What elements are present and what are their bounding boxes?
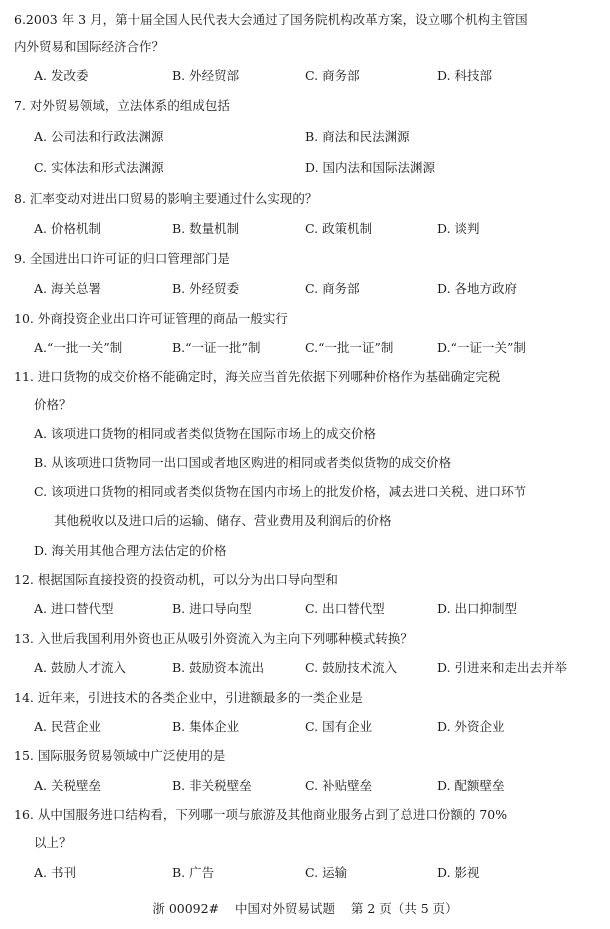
page-footer: 浙 00092# 中国对外贸易试题 第 2 页（共 5 页） [152,901,458,916]
q6-option-b: B. 外经贸部 [172,68,240,83]
q14-option-c: C. 国有企业 [305,719,373,734]
q16-option-b: B. 广告 [172,865,215,880]
q9-option-b: B. 外经贸委 [172,281,240,296]
q15-option-c: C. 补贴壁垒 [305,778,373,793]
q14-option-b: B. 集体企业 [172,719,240,734]
q15-option-d: D. 配额壁垒 [437,778,505,793]
q11-option-b: B. 从该项进口货物同一出口国或者地区购进的相同或者类似货物的成交价格 [34,455,452,470]
question-13-stem: 13. 入世后我国利用外资也正从吸引外资流入为主向下列哪种模式转换？ [14,631,413,646]
q11-option-d: D. 海关用其他合理方法估定的价格 [34,543,227,558]
question-16-stem-cont: 以上？ [34,835,72,850]
q8-option-b: B. 数量机制 [172,221,240,236]
question-16-stem: 16. 从中国服务进口结构看，下列哪一项与旅游及其他商业服务占到了总进口份额的 70% [14,807,508,822]
q14-option-a: A. 民营企业 [34,719,101,734]
q13-option-c: C. 鼓励技术流入 [305,660,398,675]
q10-option-b: B.“一证一批”制 [172,340,261,355]
q9-option-a: A. 海关总署 [34,281,101,296]
q9-option-c: C. 商务部 [305,281,360,296]
q13-option-a: A. 鼓励人才流入 [34,660,126,675]
question-9-stem: 9. 全国进出口许可证的归口管理部门是 [14,251,230,266]
q14-option-d: D. 外资企业 [437,719,505,734]
q10-option-c: C.“一批一证”制 [305,340,394,355]
q7-option-a: A. 公司法和行政法渊源 [34,129,164,144]
q16-option-c: C. 运输 [305,865,348,880]
q10-option-d: D.“一证一关”制 [437,340,526,355]
q8-option-a: A. 价格机制 [34,221,101,236]
q9-option-d: D. 各地方政府 [437,281,518,296]
q7-option-b: B. 商法和民法渊源 [305,129,410,144]
q12-option-c: C. 出口替代型 [305,601,385,616]
q6-option-a: A. 发改委 [34,68,89,83]
question-10-stem: 10. 外商投资企业出口许可证管理的商品一般实行 [14,311,288,326]
question-8-stem: 8. 汇率变动对进出口贸易的影响主要通过什么实现的？ [14,191,318,206]
question-6-stem-cont: 内外贸易和国际经济合作？ [14,39,165,54]
q12-option-b: B. 进口导向型 [172,601,252,616]
q7-option-c: C. 实体法和形式法渊源 [34,160,164,175]
q13-option-b: B. 鼓励资本流出 [172,660,265,675]
q11-option-c: C. 该项进口货物的相同或者类似货物在国内市场上的批发价格，减去进口关税、进口环节 [34,484,527,499]
q12-option-a: A. 进口替代型 [34,601,114,616]
question-6-stem: 6.2003 年 3 月，第十届全国人民代表大会通过了国务院机构改革方案，设立哪个机构主管国 [14,12,528,27]
q8-option-c: C. 政策机制 [305,221,373,236]
question-7-stem: 7. 对外贸易领域，立法体系的组成包括 [14,98,230,113]
question-14-stem: 14. 近年来，引进技术的各类企业中，引进额最多的一类企业是 [14,690,363,705]
q7-option-d: D. 国内法和国际法渊源 [305,160,436,175]
q12-option-d: D. 出口抑制型 [437,601,518,616]
q15-option-a: A. 关税壁垒 [34,778,101,793]
q6-option-c: C. 商务部 [305,68,360,83]
q13-option-d: D. 引进来和走出去并举 [437,660,568,675]
q11-option-c-cont: 其他税收以及进口后的运输、储存、营业费用及利润后的价格 [54,513,392,528]
question-12-stem: 12. 根据国际直接投资的投资动机，可以分为出口导向型和 [14,572,338,587]
q16-option-d: D. 影视 [437,865,480,880]
q6-option-d: D. 科技部 [437,68,493,83]
question-11-stem-cont: 价格？ [34,397,72,412]
question-15-stem: 15. 国际服务贸易领域中广泛使用的是 [14,748,226,763]
q8-option-d: D. 谈判 [437,221,480,236]
q11-option-a: A. 该项进口货物的相同或者类似货物在国际市场上的成交价格 [34,426,376,441]
q15-option-b: B. 非关税壁垒 [172,778,252,793]
q16-option-a: A. 书刊 [34,865,76,880]
q10-option-a: A.“一批一关”制 [34,340,123,355]
question-11-stem: 11. 进口货物的成交价格不能确定时，海关应当首先依据下列哪种价格作为基础确定完税 [14,369,501,384]
